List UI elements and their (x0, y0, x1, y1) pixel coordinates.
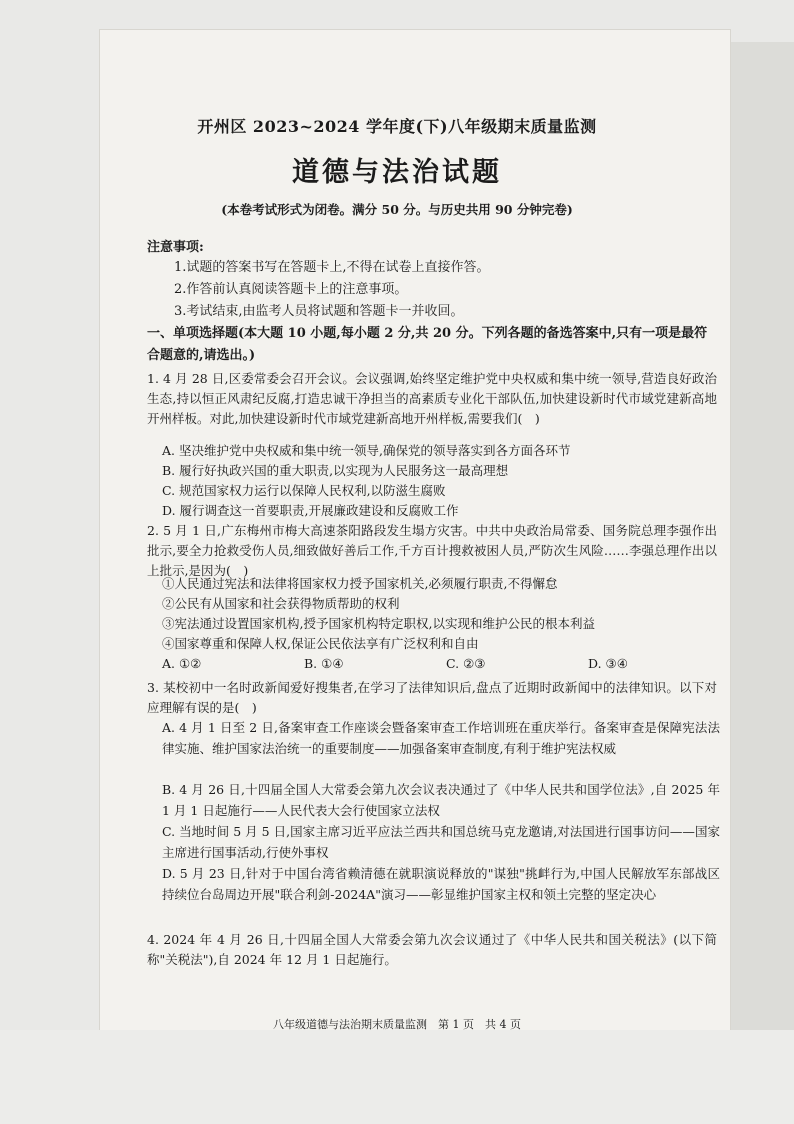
question-3-stem: 3. 某校初中一名时政新闻爱好搜集者,在学习了法律知识后,盘点了近期时政新闻中的法律知识。以下对应理解有误的是( ) (147, 680, 717, 715)
subject-title: 道德与法治试题 (292, 157, 502, 188)
question-1-stem: 1. 4 月 28 日,区委常委会召开会议。会议强调,始终坚定维护党中央权威和集中统一领导,营造良好政治生态,持以恒正风肃纪反腐,打造忠诚干净担当的高素质专业化干部队伍,加快建设新时代市域党建新高地开州样板。对此,加快建设新时代市域党建新高地开州样板,需要我们( ) (147, 371, 717, 426)
question-2-choices (162, 656, 722, 671)
question-3-option-a: A. 4 月 1 日至 2 日,备案审查工作座谈会暨备案审查工作培训班在重庆举行。备案审查是保障宪法法律实施、维护国家法治统一的重要制度——加强备案审查制度,有利于维护宪法权威 (162, 720, 720, 756)
page-footer: 八年级道德与法治期末质量监测 第 1 页 共 4 页 (273, 1018, 521, 1031)
question-2-choice-c: C. ②③ (446, 656, 486, 671)
question-1-option-c: C. 规范国家权力运行以保障人民权利,以防滋生腐败 (162, 483, 446, 498)
question-2-statement: ③宪法通过设置国家机构,授予国家机构特定职权,以实现和维护公民的根本利益 (162, 616, 595, 631)
question-2-choice-b: B. ①④ (304, 656, 344, 671)
scan-bottom-margin (0, 1030, 794, 1124)
question-4-stem: 4. 2024 年 4 月 26 日,十四届全国人大常委会第九次会议通过了《中华人民共和国关税法》(以下简称"关税法"),自 2024 年 12 月 1 日起施行。 (147, 932, 717, 967)
school-title: 开州区 2023~2024 学年度(下)八年级期末质量监测 (197, 117, 597, 136)
note-item: 3.考试结束,由监考人员将试题和答题卡一并收回。 (174, 304, 464, 319)
section-heading: 一、单项选择题(本大题 10 小题,每小题 2 分,共 20 分。下列各题的备选答案中,只有一项是最符合题意的,请选出。) (147, 326, 708, 363)
question-2-stem: 2. 5 月 1 日,广东梅州市梅大高速茶阳路段发生塌方灾害。中共中央政治局常委、国务院总理李强作出批示,要全力抢救受伤人员,细致做好善后工作,千方百计搜救被困人员,严防次生风险……李强总理作出以上批示,是因为( ) (147, 523, 717, 578)
question-3-option-c: C. 当地时间 5 月 5 日,国家主席习近平应法兰西共和国总统马克龙邀请,对法国进行国事访问——国家主席进行国事活动,行使外事权 (162, 824, 720, 860)
question-3-option-d: D. 5 月 23 日,针对于中国台湾省赖清德在就职演说释放的"谋独"挑衅行为,中国人民解放军东部战区持续位台岛周边开展"联合利剑-2024A"演习——彰显维护国家主权和领土完整的坚定决心 (162, 866, 720, 902)
question-3-option-b: B. 4 月 26 日,十四届全国人大常委会第九次会议表决通过了《中华人民共和国学位法》,自 2025 年 1 月 1 日起施行——人民代表大会行使国家立法权 (162, 782, 720, 818)
question-2-statement: ①人民通过宪法和法律将国家权力授予国家机关,必须履行职责,不得懈怠 (162, 576, 558, 591)
question-2-statement: ②公民有从国家和社会获得物质帮助的权利 (162, 596, 400, 611)
note-item: 2.作答前认真阅读答题卡上的注意事项。 (174, 282, 408, 297)
note-item: 1.试题的答案书写在答题卡上,不得在试卷上直接作答。 (174, 260, 490, 275)
scan-edge-strip (720, 42, 794, 1042)
question-2-statement: ④国家尊重和保障人权,保证公民依法享有广泛权利和自由 (162, 636, 479, 651)
exam-note: (本卷考试形式为闭卷。满分 50 分。与历史共用 90 分钟完卷) (221, 202, 573, 217)
question-1-option-a: A. 坚决维护党中央权威和集中统一领导,确保党的领导落实到各方面各环节 (162, 443, 571, 458)
question-1-option-b: B. 履行好执政兴国的重大职责,以实现为人民服务这一最高理想 (162, 463, 509, 478)
question-2-choice-d: D. ③④ (588, 656, 628, 671)
question-2-choice-a: A. ①② (162, 656, 202, 671)
question-1-option-d: D. 履行调查这一首要职责,开展廉政建设和反腐败工作 (162, 503, 459, 518)
notes-title: 注意事项: (147, 240, 204, 255)
